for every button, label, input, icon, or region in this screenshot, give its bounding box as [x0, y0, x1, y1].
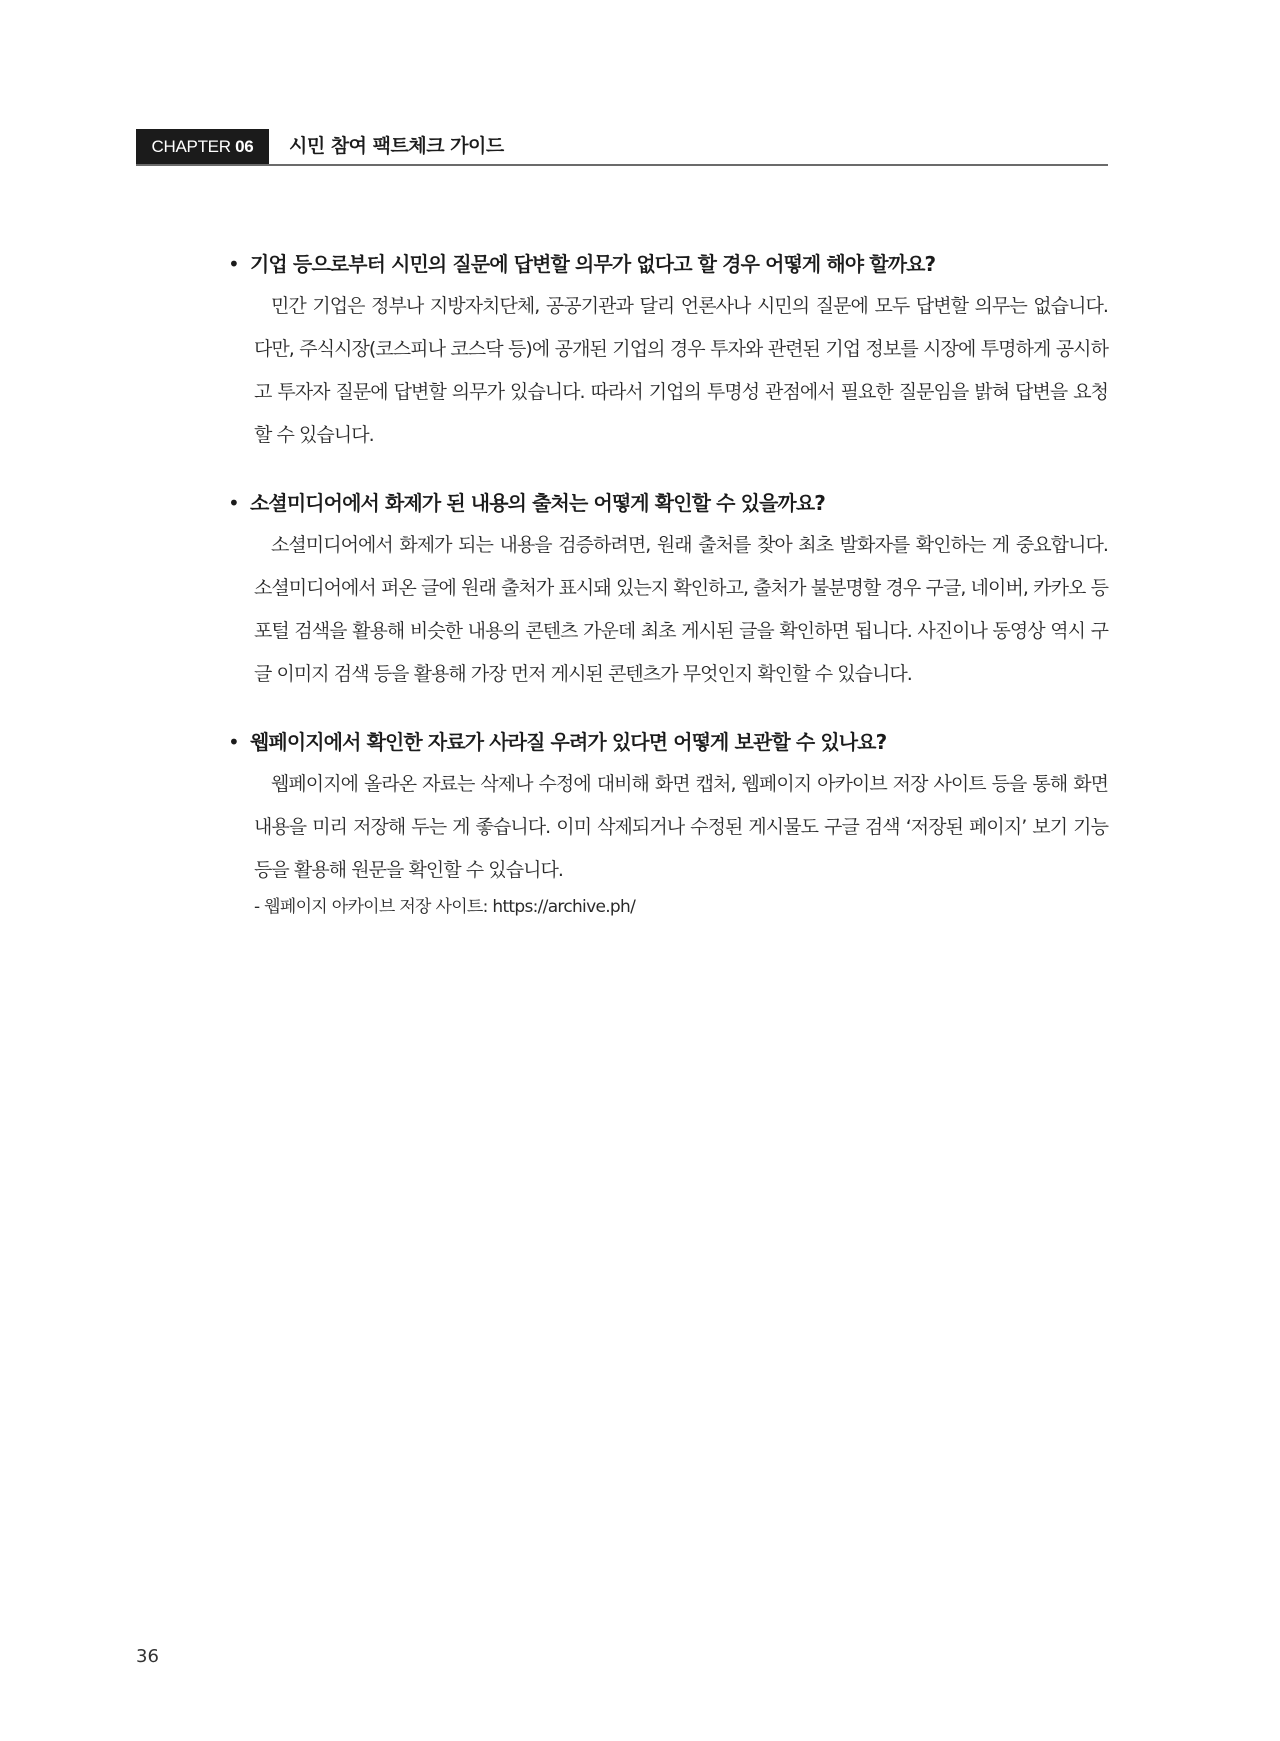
chapter-number: 06 — [235, 137, 254, 156]
qa-section-3 — [228, 721, 1108, 922]
qa-section-1 — [228, 243, 1108, 457]
bullet-icon: • — [228, 491, 239, 515]
question-text: 웹페이지에서 확인한 자료가 사라질 우려가 있다면 어떻게 보관할 수 있나요? — [250, 730, 887, 754]
question-text: 기업 등으로부터 시민의 질문에 답변할 의무가 없다고 할 경우 어떻게 해야 할까요? — [250, 252, 936, 276]
main-content — [228, 243, 1108, 947]
qa-section-2 — [228, 482, 1108, 696]
question-heading — [228, 721, 1108, 763]
archive-site-reference: - 웹페이지 아카이브 저장 사이트: https://archive.ph/ — [254, 897, 636, 917]
answer-paragraph: 웹페이지에 올라온 자료는 삭제나 수정에 대비해 화면 캡처, 웹페이지 아카이브 저장 사이트 등을 통해 화면 내용을 미리 저장해 두는 게 좋습니다. 이미 삭제되거나 수정된 게시물도 구글 검색 ‘저장된 페이지’ 보기 기능 등을 활용해 원문을 확인할 수 있습니다. — [254, 773, 1108, 881]
question-heading — [228, 482, 1108, 524]
chapter-title: 시민 참여 팩트체크 가이드 — [289, 135, 504, 157]
question-text: 소셜미디어에서 화제가 된 내용의 출처는 어떻게 확인할 수 있을까요? — [250, 491, 825, 515]
chapter-label: CHAPTER — [151, 137, 231, 156]
question-heading — [228, 243, 1108, 285]
bullet-icon: • — [228, 730, 239, 754]
chapter-header — [136, 129, 1108, 166]
bullet-icon: • — [228, 252, 239, 276]
page-number: 36 — [136, 1646, 159, 1667]
chapter-badge — [136, 129, 269, 164]
answer-paragraph: 소셜미디어에서 화제가 되는 내용을 검증하려면, 원래 출처를 찾아 최초 발화자를 확인하는 게 중요합니다. 소셜미디어에서 퍼온 글에 원래 출처가 표시돼 있는지 확인하고, 출처가 불분명할 경우 구글, 네이버, 카카오 등 포털 검색을 활용해 비슷한 내용의 콘텐츠 가운데 최초 게시된 글을 확인하면 됩니다. 사진이나 동영상 역시 구글 이미지 검색 등을 활용해 가장 먼저 게시된 콘텐츠가 무엇인지 확인할 수 있습니다. — [254, 534, 1108, 685]
answer-paragraph: 민간 기업은 정부나 지방자치단체, 공공기관과 달리 언론사나 시민의 질문에 모두 답변할 의무는 없습니다. 다만, 주식시장(코스피나 코스닥 등)에 공개된 기업의 경우 투자와 관련된 기업 정보를 시장에 투명하게 공시하고 투자자 질문에 답변할 의무가 있습니다. 따라서 기업의 투명성 관점에서 필요한 질문임을 밝혀 답변을 요청할 수 있습니다. — [254, 295, 1108, 446]
